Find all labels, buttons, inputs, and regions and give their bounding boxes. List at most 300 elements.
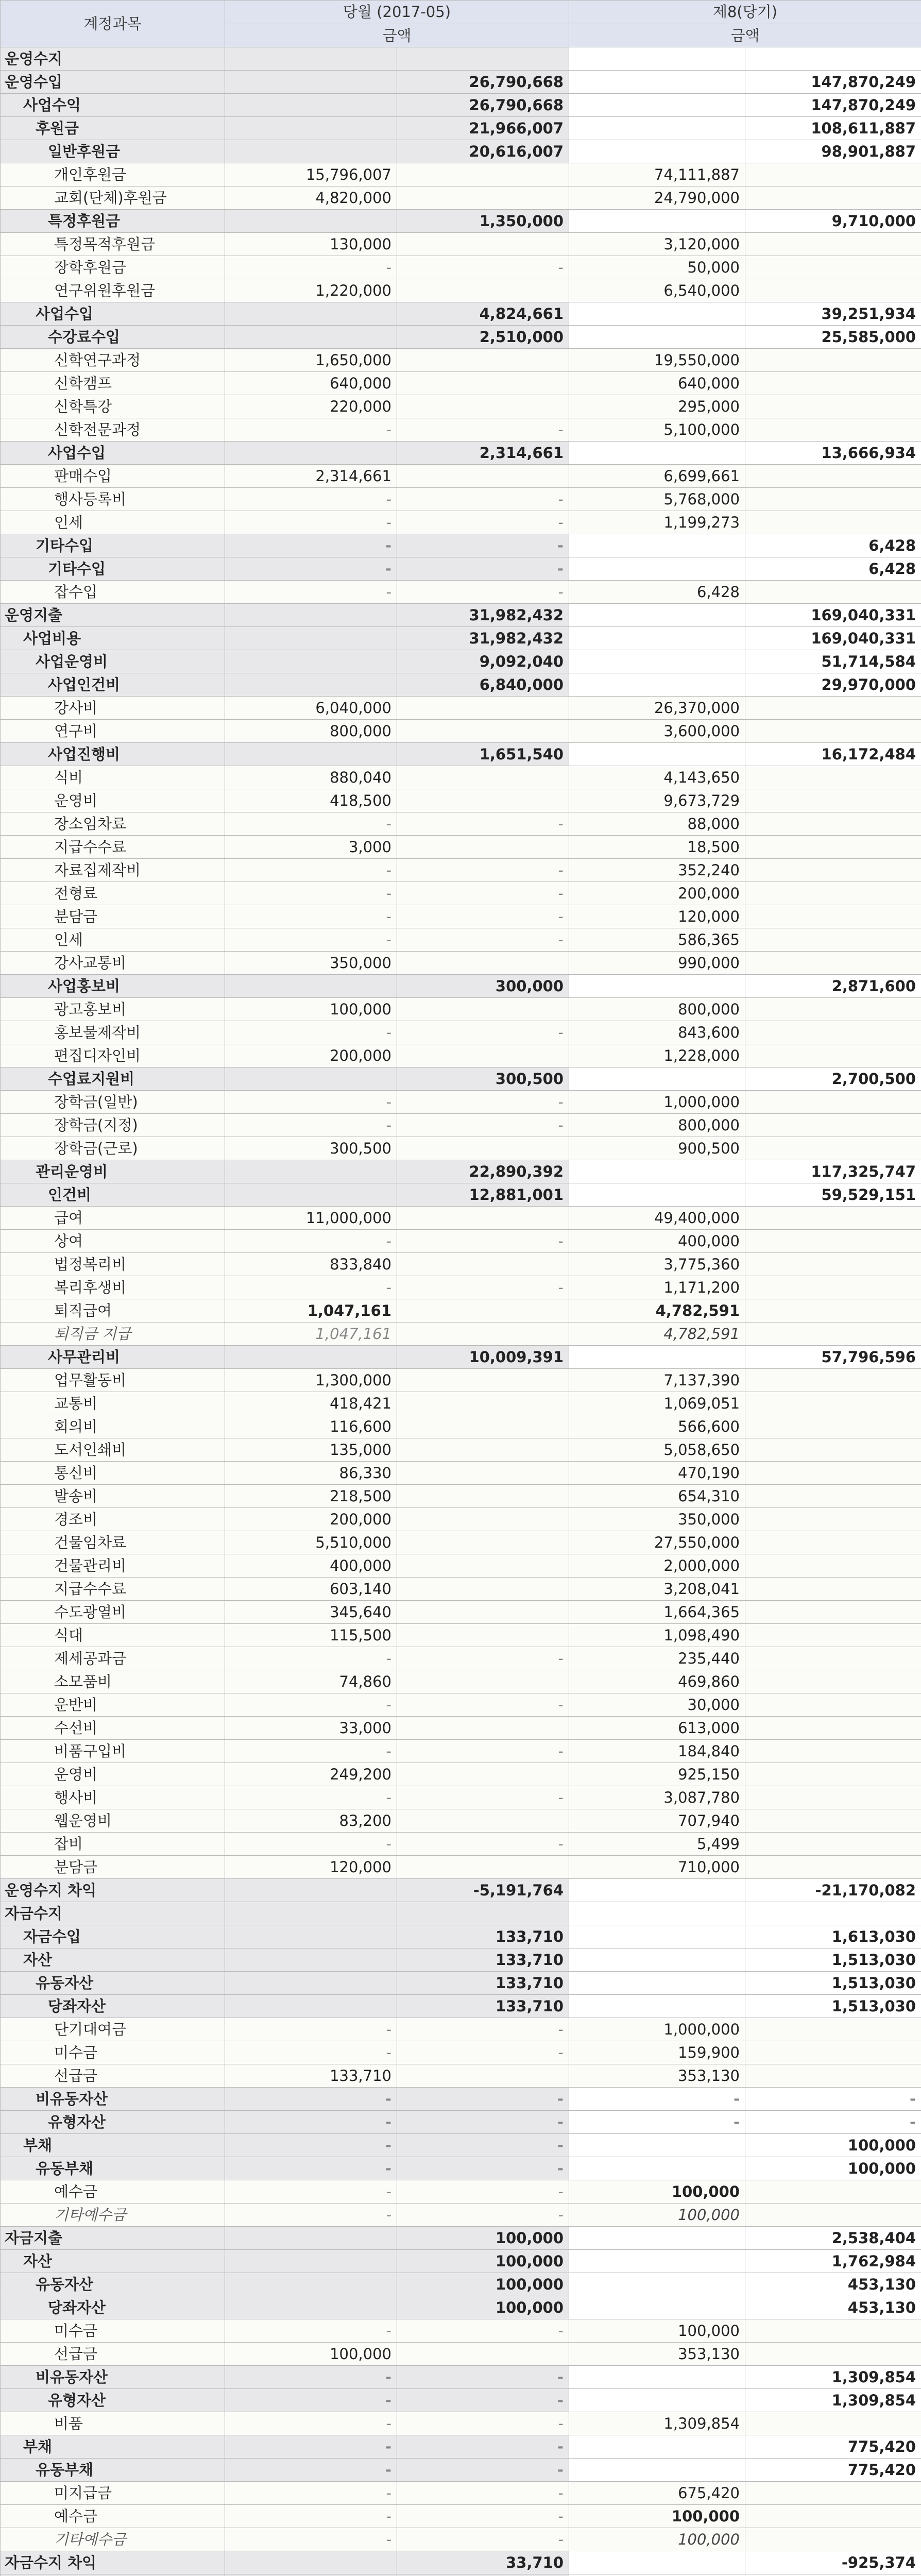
term-total-amount — [745, 952, 921, 975]
term-total-amount — [745, 859, 921, 882]
account-name: 광고홍보비 — [1, 998, 225, 1021]
term-detail-amount: 400,000 — [569, 1230, 745, 1253]
month-total-amount — [397, 1856, 569, 1879]
month-detail-amount: 400,000 — [225, 1554, 397, 1578]
term-detail-amount: 1,309,854 — [569, 2412, 745, 2435]
month-detail-amount: - — [225, 2157, 397, 2180]
month-detail-amount: - — [225, 1114, 397, 1137]
table-row — [1, 998, 921, 1021]
table-row — [1, 187, 921, 210]
month-total-amount: - — [397, 1647, 569, 1670]
term-detail-amount: 100,000 — [569, 2204, 745, 2227]
table-row — [1, 47, 921, 71]
account-name: 사업홍보비 — [1, 975, 225, 998]
month-detail-amount: - — [225, 2018, 397, 2041]
account-name: 운영비 — [1, 1763, 225, 1786]
account-name: 식비 — [1, 766, 225, 789]
month-detail-amount: 86,330 — [225, 1462, 397, 1485]
month-detail-amount: 350,000 — [225, 952, 397, 975]
month-total-amount — [397, 233, 569, 256]
account-name: 특정목적후원금 — [1, 233, 225, 256]
table-row — [1, 905, 921, 928]
table-row — [1, 349, 921, 372]
table-row — [1, 1717, 921, 1740]
account-name: 수강료수입 — [1, 326, 225, 349]
month-detail-amount: 15,796,007 — [225, 163, 397, 187]
month-total-amount: 26,790,668 — [397, 94, 569, 117]
table-row — [1, 1902, 921, 1925]
month-detail-amount — [225, 442, 397, 465]
table-row — [1, 952, 921, 975]
term-detail-amount: 3,087,780 — [569, 1786, 745, 1809]
term-detail-amount — [569, 302, 745, 326]
table-row — [1, 882, 921, 905]
month-detail-amount — [225, 1160, 397, 1183]
account-name: 미수금 — [1, 2319, 225, 2343]
month-detail-amount — [225, 2296, 397, 2319]
month-detail-amount: 83,200 — [225, 1809, 397, 1833]
term-detail-amount: 5,100,000 — [569, 418, 745, 442]
account-name: 자산 — [1, 2250, 225, 2273]
table-row — [1, 697, 921, 720]
month-total-amount: 2,510,000 — [397, 326, 569, 349]
table-row — [1, 418, 921, 442]
term-total-amount — [745, 2319, 921, 2343]
table-row — [1, 1346, 921, 1369]
account-name: 기타수입 — [1, 557, 225, 581]
term-detail-amount: 469,860 — [569, 1670, 745, 1693]
month-total-amount: - — [397, 2319, 569, 2343]
account-name: 기타예수금 — [1, 2204, 225, 2227]
account-name: 퇴직급여 — [1, 1299, 225, 1323]
term-total-amount — [745, 2180, 921, 2204]
table-row — [1, 2111, 921, 2134]
term-total-amount — [745, 2064, 921, 2088]
term-total-amount — [745, 1531, 921, 1554]
term-detail-amount — [569, 2389, 745, 2412]
term-detail-amount: 200,000 — [569, 882, 745, 905]
term-detail-amount — [569, 47, 745, 71]
table-row — [1, 2343, 921, 2366]
term-detail-amount: 100,000 — [569, 2319, 745, 2343]
month-detail-amount: - — [225, 2528, 397, 2551]
table-row — [1, 650, 921, 673]
table-row — [1, 2366, 921, 2389]
term-detail-amount — [569, 627, 745, 650]
month-detail-amount — [225, 650, 397, 673]
account-name: 사업인건비 — [1, 673, 225, 697]
month-total-amount: 20,616,007 — [397, 140, 569, 163]
term-detail-amount — [569, 2134, 745, 2157]
table-row — [1, 673, 921, 697]
term-total-amount: 775,420 — [745, 2435, 921, 2459]
term-total-amount — [745, 1253, 921, 1276]
table-row — [1, 1508, 921, 1531]
account-name: 제세공과금 — [1, 1647, 225, 1670]
term-total-amount — [745, 418, 921, 442]
term-total-amount: 1,309,854 — [745, 2389, 921, 2412]
account-name: 자금수지 — [1, 1902, 225, 1925]
month-total-amount: - — [397, 2482, 569, 2505]
account-name: 자금수입 — [1, 1925, 225, 1948]
term-detail-amount: 88,000 — [569, 812, 745, 836]
month-detail-amount: 1,047,161 — [225, 1323, 397, 1346]
month-detail-amount — [225, 2273, 397, 2296]
month-detail-amount — [225, 1879, 397, 1902]
account-name: 사업수입 — [1, 302, 225, 326]
month-total-amount — [397, 1462, 569, 1485]
term-detail-amount: 1,098,490 — [569, 1624, 745, 1647]
term-total-amount — [745, 1647, 921, 1670]
month-detail-amount: 800,000 — [225, 720, 397, 743]
account-name: 행사등록비 — [1, 488, 225, 511]
term-total-amount: - — [745, 2088, 921, 2111]
term-detail-amount: 675,420 — [569, 2482, 745, 2505]
month-detail-amount: 220,000 — [225, 395, 397, 418]
account-name: 경조비 — [1, 1508, 225, 1531]
term-total-amount — [745, 1578, 921, 1601]
month-total-amount: - — [397, 534, 569, 557]
month-total-amount — [397, 1809, 569, 1833]
term-detail-amount: 710,000 — [569, 1856, 745, 1879]
term-total-amount — [745, 256, 921, 279]
month-total-amount: 133,710 — [397, 1972, 569, 1995]
term-total-amount — [745, 697, 921, 720]
month-detail-amount: 418,500 — [225, 789, 397, 812]
account-name: 상여 — [1, 1230, 225, 1253]
term-detail-amount: 352,240 — [569, 859, 745, 882]
table-row — [1, 1067, 921, 1091]
month-total-amount: 6,840,000 — [397, 673, 569, 697]
account-name: 편집디자인비 — [1, 1044, 225, 1067]
account-name: 장소임차료 — [1, 812, 225, 836]
account-name: 유형자산 — [1, 2389, 225, 2412]
account-name: 강사교통비 — [1, 952, 225, 975]
term-total-amount — [745, 1740, 921, 1763]
table-row — [1, 1578, 921, 1601]
account-name: 운영지출 — [1, 604, 225, 627]
month-detail-amount: - — [225, 2180, 397, 2204]
month-total-amount: - — [397, 882, 569, 905]
term-detail-amount: 4,782,591 — [569, 1323, 745, 1346]
header-current-month: 당월 (2017-05) — [225, 1, 569, 24]
term-total-amount — [745, 789, 921, 812]
header-account: 계정과목 — [1, 1, 225, 47]
term-total-amount: 1,513,030 — [745, 1948, 921, 1972]
term-total-amount — [745, 187, 921, 210]
term-detail-amount — [569, 1346, 745, 1369]
account-name: 회의비 — [1, 1415, 225, 1438]
table-row — [1, 928, 921, 952]
table-row — [1, 2528, 921, 2551]
month-total-amount — [397, 1392, 569, 1415]
month-total-amount: - — [397, 2204, 569, 2227]
month-total-amount: 2,314,661 — [397, 442, 569, 465]
term-detail-amount — [569, 71, 745, 94]
account-name: 비품 — [1, 2412, 225, 2435]
month-detail-amount: 1,650,000 — [225, 349, 397, 372]
month-total-amount — [397, 1531, 569, 1554]
month-detail-amount: - — [225, 1740, 397, 1763]
table-row — [1, 836, 921, 859]
month-total-amount: 31,982,432 — [397, 627, 569, 650]
month-detail-amount: - — [225, 2389, 397, 2412]
header-amount-month: 금액 — [225, 24, 569, 47]
ledger-body — [1, 1, 921, 2576]
month-detail-amount: - — [225, 1786, 397, 1809]
table-row — [1, 2204, 921, 2227]
month-detail-amount: 74,860 — [225, 1670, 397, 1693]
term-total-amount — [745, 1438, 921, 1462]
term-total-amount: 29,970,000 — [745, 673, 921, 697]
month-detail-amount — [225, 975, 397, 998]
term-total-amount — [745, 465, 921, 488]
term-total-amount — [745, 1137, 921, 1160]
term-detail-amount: 6,699,661 — [569, 465, 745, 488]
month-total-amount: - — [397, 2180, 569, 2204]
table-row — [1, 395, 921, 418]
account-name: 전형료 — [1, 882, 225, 905]
month-detail-amount: 3,000 — [225, 836, 397, 859]
month-total-amount — [397, 1438, 569, 1462]
account-name: 신학연구과정 — [1, 349, 225, 372]
month-total-amount: 1,350,000 — [397, 210, 569, 233]
table-row — [1, 1044, 921, 1067]
month-total-amount: - — [397, 511, 569, 534]
term-detail-amount — [569, 1879, 745, 1902]
month-total-amount: 100,000 — [397, 2296, 569, 2319]
term-detail-amount: 30,000 — [569, 1693, 745, 1717]
month-total-amount: 9,092,040 — [397, 650, 569, 673]
month-detail-amount — [225, 117, 397, 140]
table-row — [1, 2273, 921, 2296]
term-detail-amount — [569, 604, 745, 627]
term-total-amount — [745, 395, 921, 418]
term-detail-amount: 5,499 — [569, 1833, 745, 1856]
term-detail-amount: 353,130 — [569, 2064, 745, 2088]
term-detail-amount — [569, 1067, 745, 1091]
table-row — [1, 1624, 921, 1647]
account-name: 비품구입비 — [1, 1740, 225, 1763]
month-total-amount: - — [397, 1021, 569, 1044]
month-total-amount — [397, 766, 569, 789]
month-detail-amount: 11,000,000 — [225, 1207, 397, 1230]
term-detail-amount — [569, 2366, 745, 2389]
month-detail-amount — [225, 210, 397, 233]
month-detail-amount: 218,500 — [225, 1485, 397, 1508]
account-name: 유동부채 — [1, 2157, 225, 2180]
month-detail-amount: 33,000 — [225, 1717, 397, 1740]
term-detail-amount: 100,000 — [569, 2180, 745, 2204]
month-total-amount: - — [397, 859, 569, 882]
term-total-amount: -925,374 — [745, 2551, 921, 2574]
table-row — [1, 1647, 921, 1670]
term-total-amount: 59,529,151 — [745, 1183, 921, 1207]
term-detail-amount: 1,228,000 — [569, 1044, 745, 1067]
month-detail-amount: - — [225, 2041, 397, 2064]
month-total-amount — [397, 1299, 569, 1323]
month-total-amount: 12,881,001 — [397, 1183, 569, 1207]
account-name: 자료집제작비 — [1, 859, 225, 882]
term-detail-amount — [569, 2551, 745, 2574]
term-detail-amount — [569, 743, 745, 766]
term-detail-amount: 27,550,000 — [569, 1531, 745, 1554]
account-name: 운영비 — [1, 789, 225, 812]
term-total-amount: 1,613,030 — [745, 1925, 921, 1948]
account-name: 교회(단체)후원금 — [1, 187, 225, 210]
month-total-amount: - — [397, 488, 569, 511]
term-total-amount: 453,130 — [745, 2296, 921, 2319]
account-name: 판매수입 — [1, 465, 225, 488]
month-total-amount: - — [397, 1114, 569, 1137]
month-total-amount — [397, 1369, 569, 1392]
account-name: 건물관리비 — [1, 1554, 225, 1578]
term-total-amount: 775,420 — [745, 2459, 921, 2482]
account-name: 지급수수료 — [1, 836, 225, 859]
account-name: 웹운영비 — [1, 1809, 225, 1833]
term-total-amount — [745, 1717, 921, 1740]
term-total-amount — [745, 1230, 921, 1253]
table-row — [1, 140, 921, 163]
month-detail-amount — [225, 1902, 397, 1925]
month-detail-amount: - — [225, 812, 397, 836]
account-name: 개인후원금 — [1, 163, 225, 187]
term-total-amount — [745, 1809, 921, 1833]
month-total-amount — [397, 1323, 569, 1346]
account-name: 단기대여금 — [1, 2018, 225, 2041]
account-name: 부채 — [1, 2134, 225, 2157]
table-row — [1, 2018, 921, 2041]
month-detail-amount: - — [225, 928, 397, 952]
term-total-amount — [745, 1276, 921, 1299]
account-name: 인세 — [1, 928, 225, 952]
term-total-amount — [745, 1833, 921, 1856]
term-detail-amount: - — [569, 2088, 745, 2111]
table-row — [1, 302, 921, 326]
month-total-amount — [397, 465, 569, 488]
month-total-amount — [397, 952, 569, 975]
term-detail-amount — [569, 650, 745, 673]
table-row — [1, 2296, 921, 2319]
account-name: 비유동자산 — [1, 2366, 225, 2389]
table-row — [1, 1786, 921, 1809]
month-total-amount: - — [397, 2412, 569, 2435]
table-row — [1, 210, 921, 233]
account-name: 기타예수금 — [1, 2528, 225, 2551]
table-row — [1, 256, 921, 279]
table-row — [1, 1740, 921, 1763]
month-total-amount: 22,890,392 — [397, 1160, 569, 1183]
month-total-amount: 300,000 — [397, 975, 569, 998]
account-name: 유동자산 — [1, 2273, 225, 2296]
month-detail-amount: 1,047,161 — [225, 1299, 397, 1323]
month-detail-amount — [225, 1948, 397, 1972]
account-name: 행사비 — [1, 1786, 225, 1809]
month-total-amount: -5,191,764 — [397, 1879, 569, 1902]
month-detail-amount: 5,510,000 — [225, 1531, 397, 1554]
table-row — [1, 1137, 921, 1160]
month-total-amount: - — [397, 2389, 569, 2412]
month-total-amount: - — [397, 1693, 569, 1717]
term-total-amount — [745, 2505, 921, 2528]
account-name: 미수금 — [1, 2041, 225, 2064]
term-detail-amount — [569, 534, 745, 557]
term-detail-amount: 1,171,200 — [569, 1276, 745, 1299]
term-total-amount: 108,611,887 — [745, 117, 921, 140]
table-row — [1, 1438, 921, 1462]
term-total-amount — [745, 1670, 921, 1693]
account-name: 연구위원후원금 — [1, 279, 225, 302]
month-total-amount: 100,000 — [397, 2250, 569, 2273]
table-row — [1, 1809, 921, 1833]
term-detail-amount: 654,310 — [569, 1485, 745, 1508]
month-detail-amount: 1,300,000 — [225, 1369, 397, 1392]
month-total-amount — [397, 1415, 569, 1438]
month-detail-amount: - — [225, 1276, 397, 1299]
term-total-amount: 2,871,600 — [745, 975, 921, 998]
month-total-amount: - — [397, 2041, 569, 2064]
term-detail-amount: 800,000 — [569, 1114, 745, 1137]
account-name: 급여 — [1, 1207, 225, 1230]
month-total-amount: 21,966,007 — [397, 117, 569, 140]
account-name: 부채 — [1, 2435, 225, 2459]
term-detail-amount: 9,673,729 — [569, 789, 745, 812]
month-total-amount — [397, 789, 569, 812]
term-total-amount — [745, 349, 921, 372]
header-current-term: 제8(당기) — [569, 1, 921, 24]
term-detail-amount — [569, 1902, 745, 1925]
header-row-1 — [1, 1, 921, 24]
account-name: 자금수지 차익 — [1, 2551, 225, 2574]
term-detail-amount: 1,069,051 — [569, 1392, 745, 1415]
term-detail-amount: 159,900 — [569, 2041, 745, 2064]
term-total-amount — [745, 1091, 921, 1114]
table-row — [1, 1114, 921, 1137]
term-total-amount: - — [745, 2111, 921, 2134]
account-name: 분담금 — [1, 905, 225, 928]
term-total-amount — [745, 1323, 921, 1346]
month-total-amount — [397, 1578, 569, 1601]
account-name: 잡비 — [1, 1833, 225, 1856]
term-total-amount: 100,000 — [745, 2134, 921, 2157]
account-name: 식대 — [1, 1624, 225, 1647]
month-detail-amount: 833,840 — [225, 1253, 397, 1276]
account-name: 장학금(근로) — [1, 1137, 225, 1160]
month-detail-amount: - — [225, 1021, 397, 1044]
month-detail-amount: - — [225, 2435, 397, 2459]
table-row — [1, 1601, 921, 1624]
term-total-amount — [745, 905, 921, 928]
term-total-amount — [745, 1462, 921, 1485]
table-row — [1, 766, 921, 789]
month-total-amount: - — [397, 557, 569, 581]
month-detail-amount: 120,000 — [225, 1856, 397, 1879]
term-detail-amount: 6,540,000 — [569, 279, 745, 302]
month-detail-amount: 880,040 — [225, 766, 397, 789]
term-total-amount: 147,870,249 — [745, 71, 921, 94]
account-name: 신학캠프 — [1, 372, 225, 395]
month-total-amount: - — [397, 2157, 569, 2180]
account-name: 사업운영비 — [1, 650, 225, 673]
month-detail-amount: 603,140 — [225, 1578, 397, 1601]
term-total-amount — [745, 2041, 921, 2064]
table-row — [1, 2157, 921, 2180]
month-detail-amount: - — [225, 2088, 397, 2111]
term-detail-amount: 925,150 — [569, 1763, 745, 1786]
term-total-amount: 57,796,596 — [745, 1346, 921, 1369]
table-row — [1, 163, 921, 187]
month-detail-amount — [225, 1925, 397, 1948]
